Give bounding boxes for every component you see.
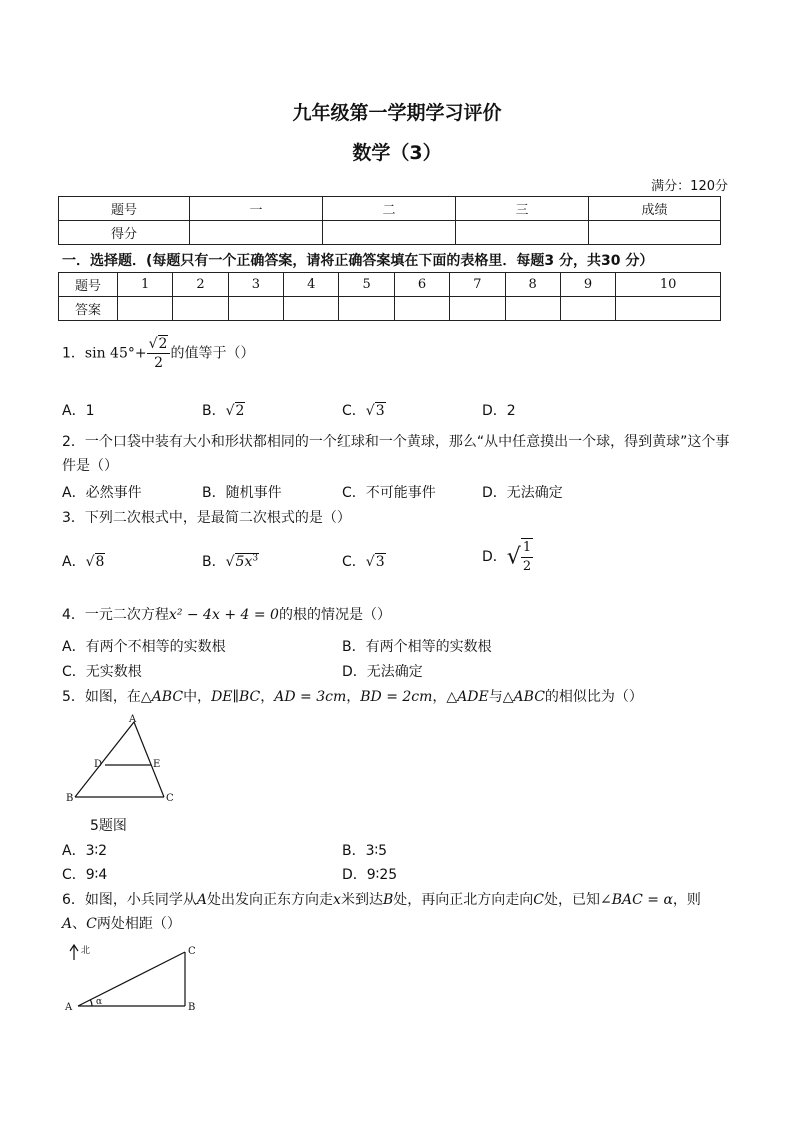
q3-option-b[interactable] — [202, 551, 259, 571]
right-triangle-figure — [60, 940, 210, 1018]
math: ABC — [151, 689, 184, 705]
text: 处，已知 — [543, 892, 600, 908]
side-ac — [78, 952, 185, 1006]
label-a: A — [129, 714, 137, 725]
math: AD = 3cm — [274, 689, 347, 705]
option-label: B． — [202, 403, 226, 419]
question-1-expression: sin 45°+ — [84, 345, 147, 362]
question-number-cell: 8 — [505, 273, 560, 297]
text: 米到达 — [340, 892, 383, 908]
page-title: 九年级第一学期学习评价 — [292, 102, 502, 124]
question-4-equation: x² − 4x + 4 = 0 — [168, 607, 279, 623]
answer-input-cell[interactable] — [118, 297, 173, 321]
question-5 — [62, 686, 643, 706]
answer-input-cell[interactable] — [450, 297, 505, 321]
answer-input-cell[interactable] — [394, 297, 449, 321]
q3-option-a[interactable] — [62, 551, 105, 571]
q1-option-c[interactable] — [342, 400, 386, 420]
denominator: 2 — [154, 355, 163, 371]
math: A — [62, 916, 73, 932]
question-4-suffix: 的根的情况是（） — [278, 607, 391, 623]
q1-option-d[interactable]: D．2 — [482, 403, 516, 419]
math: x — [333, 892, 341, 908]
question-3: 3．下列二次根式中，是最简二次根式的是（） — [62, 510, 351, 526]
text: 与△ — [488, 689, 514, 705]
score-table — [58, 196, 721, 245]
triangle-figure — [60, 712, 190, 808]
figure-caption: 5题图 — [90, 818, 127, 834]
text: ，△ — [432, 689, 458, 705]
text: ， — [260, 689, 275, 705]
text: ， — [346, 689, 361, 705]
math: C — [86, 916, 97, 932]
question-number-cell: 3 — [228, 273, 283, 297]
label-a: A — [65, 1002, 73, 1013]
answer-table — [58, 272, 721, 321]
text: 6．如图，小兵同学从 — [62, 892, 197, 908]
text: ，则 — [672, 892, 701, 908]
q2-option-c[interactable]: C．不可能事件 — [342, 485, 436, 501]
question-1 — [62, 335, 254, 372]
radical-fraction — [521, 538, 533, 576]
answer-input-cell[interactable] — [560, 297, 615, 321]
math: A — [196, 892, 208, 908]
answer-input-cell[interactable] — [284, 297, 339, 321]
label-e: E — [153, 759, 161, 770]
q4-option-c[interactable]: C．无实数根 — [62, 664, 142, 680]
score-header-cell: 题号 — [59, 197, 190, 221]
label-c: C — [188, 946, 196, 957]
math: ADE — [457, 689, 489, 705]
radicand: 2 — [235, 403, 245, 419]
score-input-cell[interactable] — [589, 221, 721, 245]
score-input-cell[interactable] — [190, 221, 323, 245]
math: DE∥BC — [211, 689, 261, 705]
q2-option-a[interactable]: A．必然事件 — [62, 485, 142, 501]
math: B — [382, 892, 394, 908]
score-table-score-row — [59, 221, 721, 245]
math: ∠BAC = α — [599, 892, 673, 908]
q1-option-b[interactable] — [202, 400, 245, 420]
sqrt-icon: √2 — [225, 403, 245, 419]
score-row-label: 得分 — [59, 221, 190, 245]
numerator: 1 — [521, 539, 533, 558]
question-1-number: 1． — [62, 345, 85, 362]
question-1-fraction — [147, 335, 171, 372]
text: 、 — [72, 916, 87, 932]
q4-option-a[interactable]: A．有两个不相等的实数根 — [62, 639, 226, 655]
question-2: 2．一个口袋中装有大小和形状都相同的一个红球和一个黄球，那么“从中任意摸出一个球，得到黄球”这个事件是（） — [62, 434, 730, 474]
score-header-cell: 三 — [456, 197, 589, 221]
full-score-note: 满分：120分 — [651, 179, 728, 194]
answer-row-label: 答案 — [59, 297, 118, 321]
answer-input-cell[interactable] — [173, 297, 228, 321]
label-alpha: α — [96, 997, 103, 1007]
label-d: D — [94, 759, 103, 770]
question-number-cell: 7 — [450, 273, 505, 297]
score-header-cell: 成绩 — [589, 197, 721, 221]
question-number-cell: 1 — [118, 273, 173, 297]
answer-row-label: 题号 — [59, 273, 118, 297]
sqrt-icon: √8 — [85, 554, 105, 570]
answer-table-number-row — [59, 273, 721, 297]
text: 的相似比为（） — [544, 689, 643, 705]
answer-table-answer-row — [59, 297, 721, 321]
score-header-cell: 一 — [190, 197, 323, 221]
question-number-cell: 10 — [616, 273, 721, 297]
text: 处，再向正北方向走向 — [393, 892, 534, 908]
score-header-cell: 二 — [323, 197, 456, 221]
section-heading: 一．选择题．(每题只有一个正确答案，请将正确答案填在下面的表格里．每题3 分，共30 分） — [62, 253, 654, 269]
math: ABC — [513, 689, 545, 705]
q5-option-b[interactable]: B．3∶5 — [342, 843, 388, 859]
label-b: B — [66, 793, 74, 804]
q2-option-b[interactable]: B．随机事件 — [202, 485, 282, 501]
option-label: D． — [482, 549, 507, 565]
question-number-cell: 2 — [173, 273, 228, 297]
option-label: C． — [342, 403, 366, 419]
q5-option-d[interactable]: D．9∶25 — [342, 867, 398, 883]
answer-input-cell[interactable] — [616, 297, 721, 321]
q5-option-c[interactable]: C．9∶4 — [62, 867, 108, 883]
radicand: 8 — [95, 554, 105, 570]
q1-option-a[interactable]: A．1 — [62, 403, 95, 419]
math: C — [533, 892, 544, 908]
sqrt-icon: √3 — [365, 554, 385, 570]
score-table-header-row — [59, 197, 721, 221]
answer-input-cell[interactable] — [228, 297, 283, 321]
radicand: 3 — [375, 403, 385, 419]
q5-option-a[interactable]: A．3∶2 — [62, 843, 108, 859]
question-number-cell: 9 — [560, 273, 615, 297]
side-ab — [75, 722, 134, 797]
question-4-prefix: 4．一元二次方程 — [62, 607, 169, 623]
q3-option-d[interactable] — [482, 538, 533, 576]
question-4 — [62, 604, 391, 624]
math: BD = 2cm — [360, 689, 433, 705]
radicand: 2 — [158, 336, 168, 352]
q4-option-b[interactable]: B．有两个相等的实数根 — [342, 639, 492, 655]
text: 处出发向正东方向走 — [207, 892, 334, 908]
question-number-cell: 5 — [339, 273, 394, 297]
q3-option-c[interactable] — [342, 551, 386, 571]
answer-input-cell[interactable] — [505, 297, 560, 321]
question-6-line-2 — [62, 913, 181, 933]
denominator: 2 — [522, 559, 532, 574]
score-input-cell[interactable] — [456, 221, 589, 245]
label-b: B — [188, 1002, 196, 1013]
score-input-cell[interactable] — [323, 221, 456, 245]
sqrt-icon: √2 — [148, 336, 168, 352]
question-number-cell: 4 — [284, 273, 339, 297]
radicand: 5x — [235, 554, 253, 570]
label-north: 北 — [81, 946, 91, 956]
sqrt-icon: $√5x^3$ — [225, 553, 259, 570]
question-number-cell: 6 — [394, 273, 449, 297]
question-6 — [62, 889, 701, 909]
option-label: B． — [202, 554, 226, 570]
label-c: C — [166, 793, 174, 804]
q4-option-d[interactable]: D．无法确定 — [342, 664, 423, 680]
sqrt-icon: √ — [506, 544, 521, 570]
angle-arc-icon — [91, 1000, 93, 1006]
sqrt-icon: √3 — [365, 403, 385, 419]
text: 两处相距（） — [96, 916, 181, 932]
option-label: A． — [62, 554, 86, 570]
option-label: C． — [342, 554, 366, 570]
radicand: 3 — [375, 554, 385, 570]
answer-input-cell[interactable] — [339, 297, 394, 321]
question-1-suffix: 的值等于（） — [170, 345, 255, 362]
exponent: 3 — [252, 553, 259, 564]
text: 中， — [183, 689, 212, 705]
page-subtitle: 数学（3） — [352, 142, 442, 164]
q2-option-d[interactable]: D．无法确定 — [482, 485, 563, 501]
text: 5．如图，在△ — [62, 689, 152, 705]
